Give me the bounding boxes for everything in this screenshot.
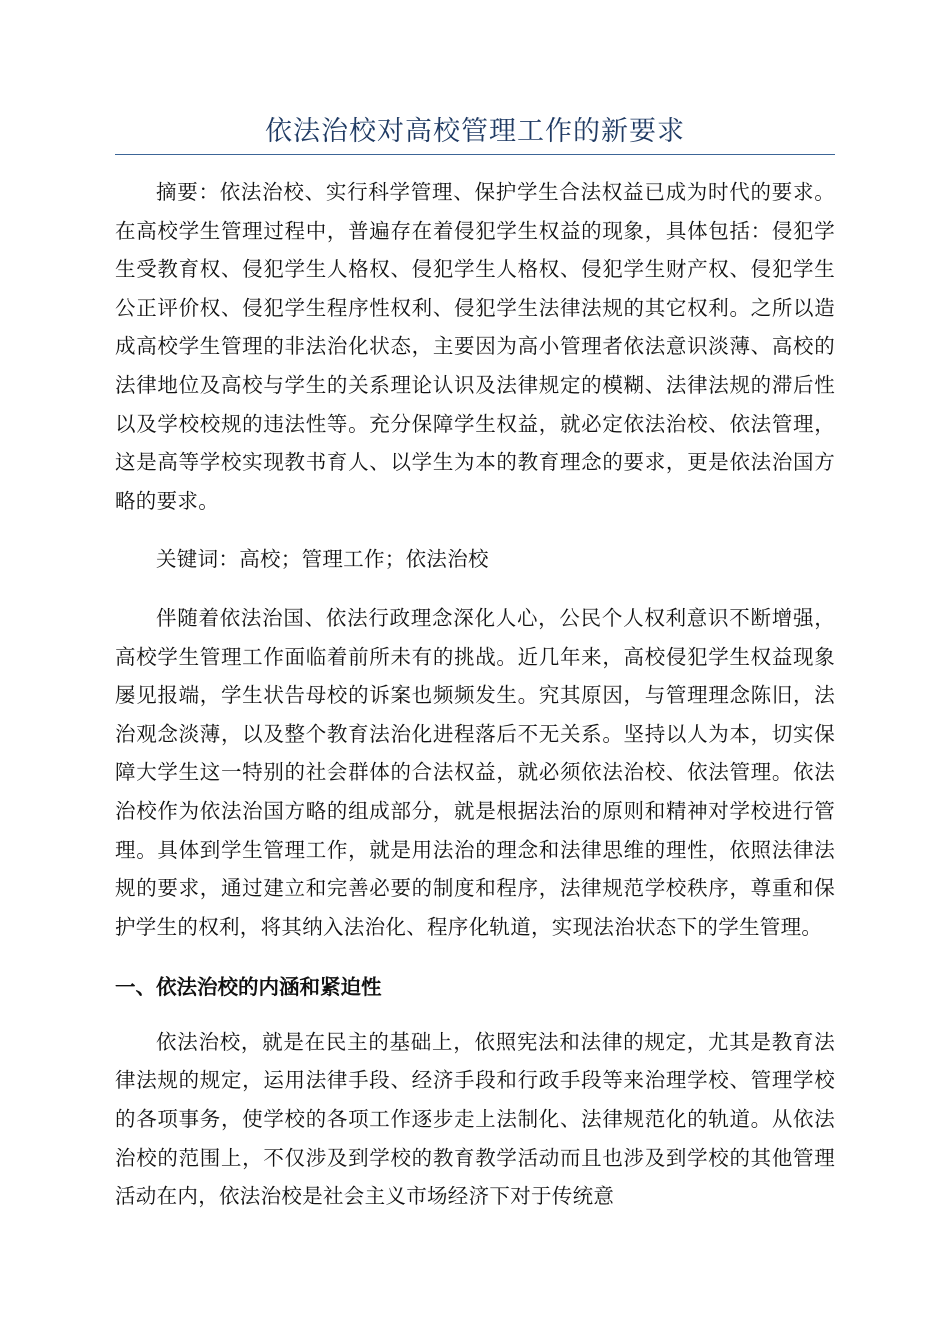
intro-paragraph: 伴随着依法治国、依法行政理念深化人心，公民个人权利意识不断增强，高校学生管理工作面临着前所未有的挑战。近几年来，高校侵犯学生权益现象屡见报端，学生状告母校的诉案也频频发生。究其原因，与管理理念陈旧，法治观念淡薄，以及整个教育法治化进程落后不无关系。坚持以人为本，切实保障大学生这一特别的社会群体的合法权益，就必须依法治校、依法管理。依法治校作为依法治国方略的组成部分，就是根据法治的原则和精神对学校进行管理。具体到学生管理工作，就是用法治的理念和法律思维的理性，依照法律法规的要求，通过建立和完善必要的制度和程序，法律规范学校秩序，尊重和保护学生的权利，将其纳入法治化、程序化轨道，实现法治状态下的学生管理。 — [115, 605, 835, 939]
section-1-paragraph: 依法治校，就是在民主的基础上，依照宪法和法律的规定，尤其是教育法律法规的规定，运用法律手段、经济手段和行政手段等来治理学校、管理学校的各项事务，使学校的各项工作逐步走上法制化、法律规范化的轨道。从依法治校的范围上，不仅涉及到学校的教育教学活动而且也涉及到学校的其他管理活动在内，依法治校是社会主义市场经济下对于传统意 — [115, 1029, 835, 1209]
document-page — [115, 110, 835, 1216]
title-underline — [115, 154, 835, 155]
keywords-paragraph: 关键词：高校；管理工作；依法治校 — [156, 547, 489, 572]
abstract-paragraph: 摘要：依法治校、实行科学管理、保护学生合法权益已成为时代的要求。在高校学生管理过程中，普遍存在着侵犯学生权益的现象，具体包括：侵犯学生受教育权、侵犯学生人格权、侵犯学生人格权、侵犯学生财产权、侵犯学生公正评价权、侵犯学生程序性权利、侵犯学生法律法规的其它权利。之所以造成高校学生管理的非法治化状态，主要因为高小管理者依法意识淡薄、高校的法律地位及高校与学生的关系理论认识及法律规定的模糊、法律法规的滞后性以及学校校规的违法性等。充分保障学生权益，就必定依法治校、依法管理，这是高等学校实现教书育人、以学生为本的教育理念的要求，更是依法治国方略的要求。 — [115, 180, 835, 513]
document-title: 依法治校对高校管理工作的新要求 — [265, 116, 685, 147]
section-heading-1: 一、依法治校的内涵和紧迫性 — [115, 975, 382, 1000]
